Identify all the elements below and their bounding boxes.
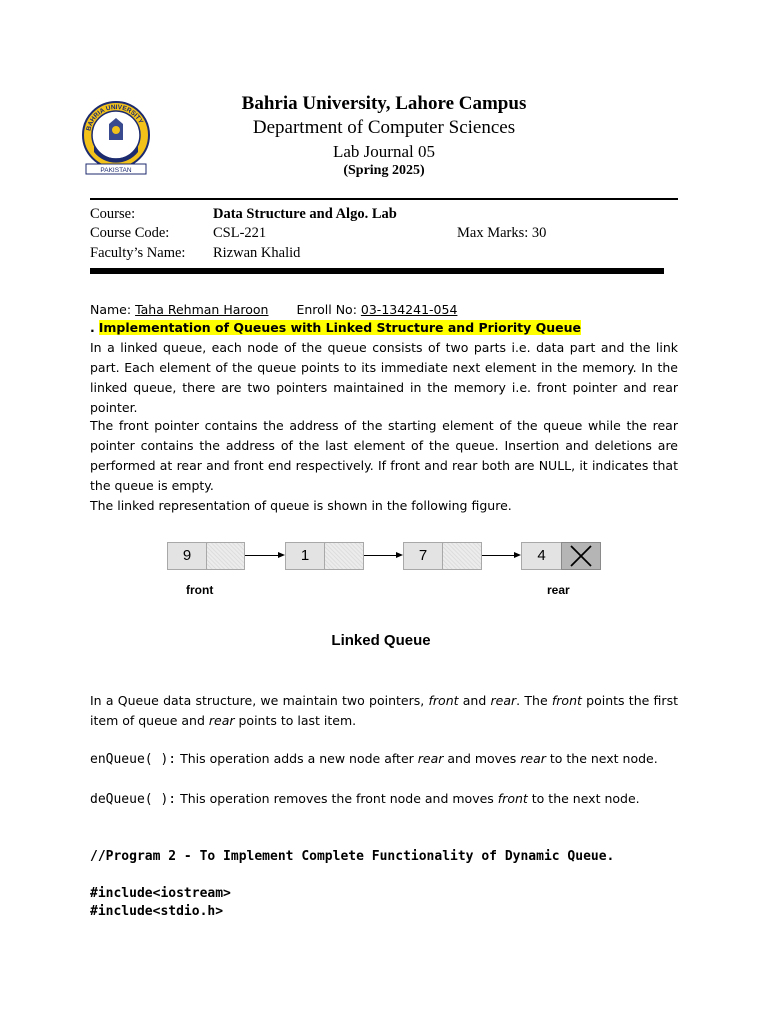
arrowhead (514, 552, 521, 558)
name-value: Taha Rehman Haroon (135, 302, 269, 317)
node-data: 7 (403, 542, 443, 570)
logo-top-text: BAHRIA UNIVERSITY (85, 103, 145, 132)
paragraph-figure-intro: The linked representation of queue is shown in the following figure. (90, 498, 512, 513)
paragraph-pointers: The front pointer contains the address of the starting element of the queue while the rear pointer contains the address of the last element of the queue. Insertion and deletions are performed at rear and front end respectively. If front and rear both are NULL, it indicates that the queue is empty. (90, 418, 678, 493)
text-run: to the next node. (545, 751, 658, 766)
node-link (324, 542, 364, 570)
top-divider (90, 198, 678, 200)
enroll-label: Enroll No: (296, 302, 357, 317)
text-run: points to last item. (234, 713, 357, 728)
faculty-label: Faculty’s Name: (90, 245, 186, 261)
bottom-divider (90, 268, 664, 274)
paragraph-front-rear (90, 691, 678, 731)
text-run: and moves (443, 751, 521, 766)
code-line: #include<iostream> (90, 886, 231, 901)
enroll-value: 03-134241-054 (360, 302, 458, 317)
text-run: . The (516, 693, 552, 708)
semester: (Spring 2025) (343, 163, 425, 178)
null-cross-icon (562, 543, 600, 569)
text-run: In a Queue data structure, we maintain two pointers, (90, 693, 429, 708)
department-name: Department of Computer Sciences (252, 117, 516, 138)
course-value: Data Structure and Algo. Lab (213, 206, 397, 222)
faculty-value: Rizwan Khalid (213, 245, 301, 261)
course-label: Course: (90, 206, 136, 222)
text-run: This operation adds a new node after (176, 751, 418, 766)
course-code-value: CSL-221 (213, 225, 267, 241)
journal-title: Lab Journal 05 (333, 142, 435, 161)
rear-label: rear (547, 583, 570, 597)
enqueue-description (90, 751, 658, 767)
arrow (364, 555, 396, 556)
text-run: to the next node. (527, 791, 640, 806)
student-line (90, 302, 457, 317)
code-line: #include<stdio.h> (90, 904, 224, 919)
text-run: front (428, 693, 459, 708)
node-data: 1 (285, 542, 325, 570)
name-label: Name: (90, 302, 132, 317)
arrowhead (396, 552, 403, 558)
logo-bottom-text: PAKISTAN (100, 167, 132, 174)
text-run: rear (208, 713, 235, 728)
topic-prefix: . (90, 320, 95, 335)
front-label: front (186, 583, 214, 597)
topic-title: Implementation of Queues with Linked Structure and Priority Queue (98, 320, 581, 335)
max-marks: Max Marks: 30 (457, 225, 547, 241)
code-comment: //Program 2 - To Implement Complete Functionality of Dynamic Queue. (90, 849, 615, 864)
text-run: front (497, 791, 528, 806)
node-data: 4 (521, 542, 562, 570)
course-code-label: Course Code: (90, 225, 170, 241)
dequeue-code: deQueue( ): (90, 792, 177, 807)
arrow (482, 555, 514, 556)
arrowhead (278, 552, 285, 558)
topic-line (90, 320, 581, 335)
figure-caption: Linked Queue (331, 632, 431, 649)
node-link (442, 542, 482, 570)
text-run: front (551, 693, 582, 708)
node-data: 9 (167, 542, 207, 570)
text-run: rear (520, 751, 546, 766)
node-link (206, 542, 245, 570)
university-name: Bahria University, Lahore Campus (241, 93, 527, 114)
text-run: points the first item of queue and (90, 693, 678, 728)
text-run: rear (417, 751, 444, 766)
text-run: This operation removes the front node and moves (176, 791, 498, 806)
arrow (245, 555, 278, 556)
enqueue-code: enQueue( ): (90, 752, 177, 767)
text-run: rear (490, 693, 517, 708)
null-pointer (561, 542, 601, 570)
text-run: and (458, 693, 491, 708)
dequeue-description (90, 791, 640, 807)
paragraph-linked-queue: In a linked queue, each node of the queue consists of two parts i.e. data part and the link part. Each element of the queue points to its immediate next element in the memory. In the linked queue, there are two pointers maintained in the memory i.e. front pointer and rear pointer. (90, 340, 678, 415)
